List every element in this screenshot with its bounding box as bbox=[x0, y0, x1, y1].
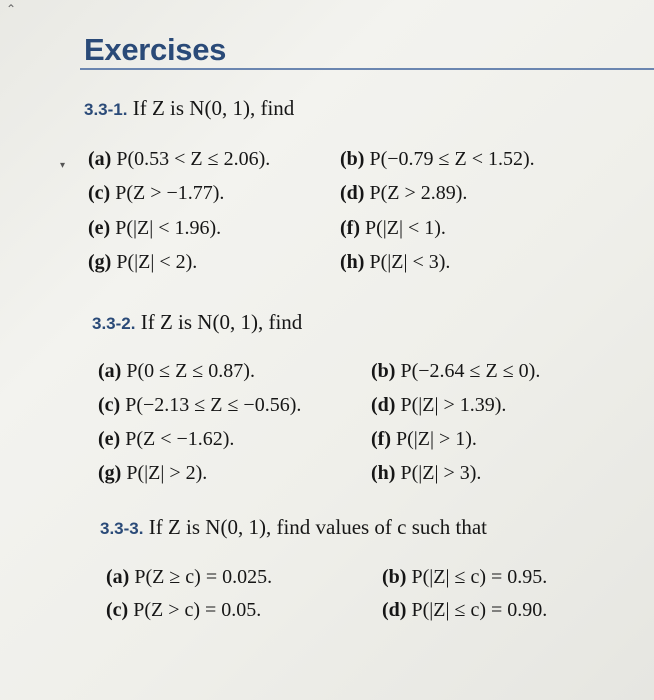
part-b: (b) P(|Z| ≤ c) = 0.95. bbox=[382, 566, 548, 588]
exercise-number: 3.3-2. bbox=[92, 314, 136, 333]
part-d: (d) P(|Z| > 1.39). bbox=[371, 394, 507, 416]
exercise-prompt: If Z is N(0, 1), find bbox=[132, 96, 295, 120]
part-d: (d) P(Z > 2.89). bbox=[340, 182, 468, 204]
part-b: (b) P(−0.79 ≤ Z < 1.52). bbox=[340, 148, 535, 170]
exercise-3-3-3-heading bbox=[100, 515, 487, 540]
part-a: (a) P(0 ≤ Z ≤ 0.87). bbox=[98, 360, 255, 382]
title-rule bbox=[80, 68, 654, 70]
part-g: (g) P(|Z| > 2). bbox=[98, 462, 208, 484]
part-b: (b) P(−2.64 ≤ Z ≤ 0). bbox=[371, 360, 541, 382]
exercise-3-3-1-heading bbox=[84, 96, 294, 121]
part-a: (a) P(0.53 < Z ≤ 2.06). bbox=[88, 148, 271, 170]
exercise-3-3-2-heading bbox=[92, 310, 302, 335]
corner-mark: ⌃ bbox=[6, 2, 17, 16]
part-a: (a) P(Z ≥ c) = 0.025. bbox=[106, 566, 273, 588]
part-e: (e) P(|Z| < 1.96). bbox=[88, 217, 222, 239]
exercise-prompt: If Z is N(0, 1), find values of c such that bbox=[148, 515, 487, 539]
part-h: (h) P(|Z| < 3). bbox=[340, 251, 451, 273]
part-c: (c) P(Z > c) = 0.05. bbox=[106, 599, 262, 621]
exercise-number: 3.3-1. bbox=[84, 100, 128, 119]
part-h: (h) P(|Z| > 3). bbox=[371, 462, 482, 484]
bullet-mark: ▾ bbox=[60, 160, 66, 171]
part-f: (f) P(|Z| > 1). bbox=[371, 428, 477, 450]
exercise-prompt: If Z is N(0, 1), find bbox=[140, 310, 303, 334]
part-d: (d) P(|Z| ≤ c) = 0.90. bbox=[382, 599, 548, 621]
part-f: (f) P(|Z| < 1). bbox=[340, 217, 446, 239]
exercise-number: 3.3-3. bbox=[100, 519, 144, 538]
part-g: (g) P(|Z| < 2). bbox=[88, 251, 198, 273]
part-c: (c) P(−2.13 ≤ Z ≤ −0.56). bbox=[98, 394, 302, 416]
part-c: (c) P(Z > −1.77). bbox=[88, 182, 225, 204]
page-title: Exercises bbox=[84, 32, 227, 67]
part-e: (e) P(Z < −1.62). bbox=[98, 428, 235, 450]
